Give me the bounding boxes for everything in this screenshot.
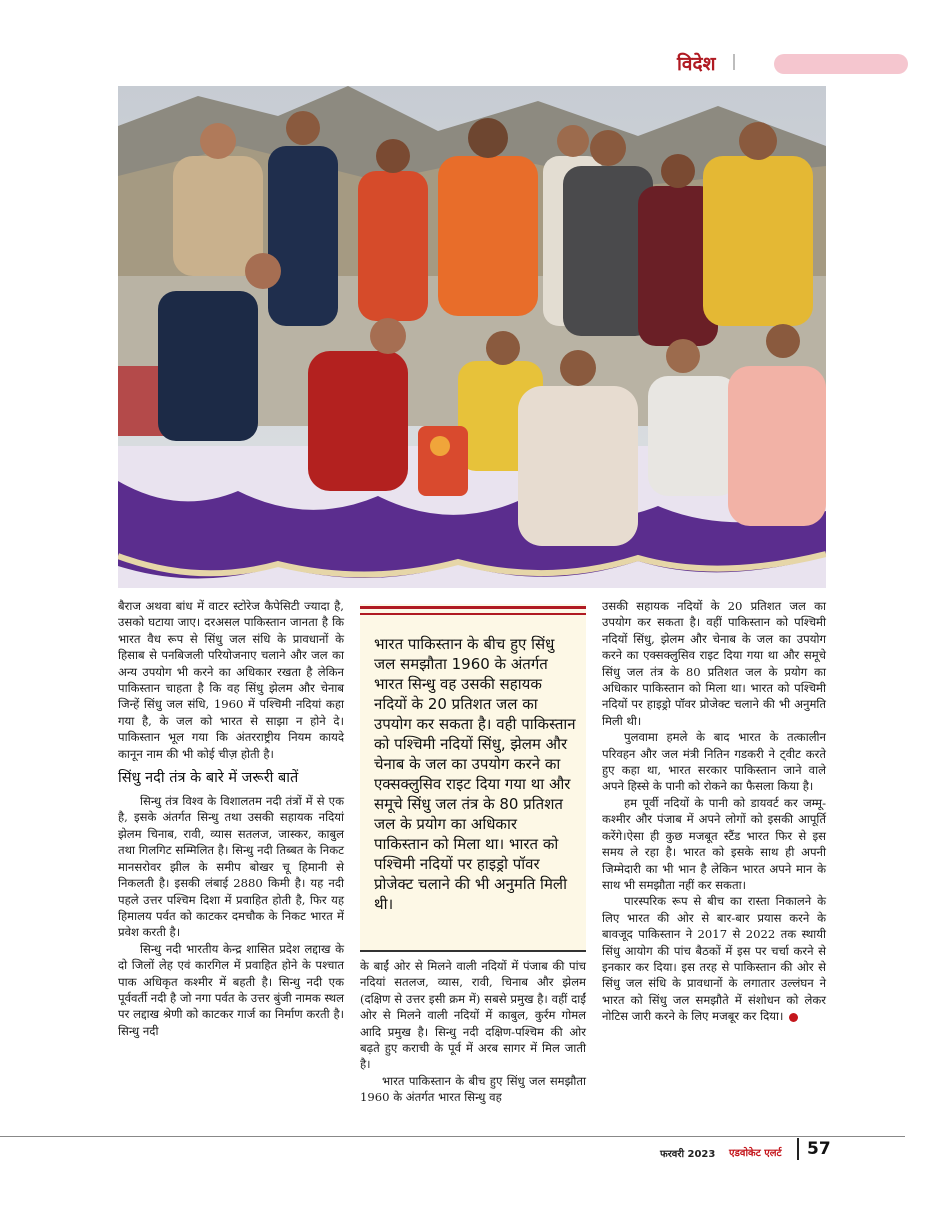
paragraph: सिन्धु नदी भारतीय केन्द्र शासित प्रदेश लद्दाख के दो जिलों लेह एवं कारगिल में प्रवाहित होने के पश्चात पाक अधिकृत कश्मीर में बहती है। सिन्धु नदी एक पूर्ववर्ती नदी है जो नगा पर्वत के उत्तर बुंजी नामक स्थल पर लद्दाख श्रेणी को काटकर गार्ज का निर्माण करती है। सिन्धु नदी bbox=[118, 941, 344, 1038]
header-divider bbox=[733, 54, 735, 70]
header-pill-decoration bbox=[774, 54, 908, 74]
pull-quote-text: भारत पाकिस्तान के बीच हुए सिंधु जल समझौता 1960 के अंतर्गत भारत सिन्धु वह उसकी सहायक नदियों के 20 प्रतिशत जल का उपयोग कर सकता है। वही पाकिस्तान को पश्चिमी नदियों सिंधु, झेलम और चेनाब के जल का उपयोग करने का एक्सक्लुसिव राइट दिया गया था और समूचे सिंधु जल तंत्र के 80 प्रतिशत जल के प्रयोग का अधिकार पाकिस्तान को मिला था। भारत को पश्चिमी नदियों पर हाइड्रो पॉवर प्रोजेक्ट चलाने की भी अनुमति मिली थी। bbox=[374, 635, 576, 913]
paragraph-final-text: पारस्परिक रूप से बीच का रास्ता निकालने के लिए भारत की ओर से बार-बार प्रयास करने के बावजूद पाकिस्तान ने 2017 से 2022 तक स्थायी सिंधु आयोग की पांच बैठकों में इस पर चर्चा करने से इनकार कर दिया। इस तरह से पाकिस्तान की ओर से सिंधु जल संधि के प्रावधानों के लगातार उल्लंघन ने भारत को सिंधु जल समझौते में संशोधन को लेकर नोटिस जारी करने के लिए मजबूर कर दिया। bbox=[602, 894, 826, 1024]
paragraph: सिन्धु तंत्र विश्व के विशालतम नदी तंत्रों में से एक है, इसके अंतर्गत सिन्धु तथा उसकी सहायक नदियां झेलम चिनाब, रावी, व्यास सतलज, जास्कर, काबुल तथा गिलगिट सम्मिलित है। सिन्धु नदी तिब्बत के निकट मानसरोवर झील के समीप बोखर चू हिमानी से निकलती है। इसकी लंबाई 2880 किमी है। यह नदी पहले उत्तर पश्चिम दिशा में प्रवाहित होती है, फिर यह हिमालय पर्वत को काटकर दमचौक के निकट भारत में प्रवेश करती है। bbox=[118, 794, 344, 940]
pull-quote-rule-top-secondary bbox=[360, 613, 586, 615]
paragraph: भारत पाकिस्तान के बीच हुए सिंधु जल समझौता 1960 के अंतर्गत भारत सिन्धु वह bbox=[360, 1073, 586, 1105]
sub-heading: सिंधु नदी तंत्र के बारे में जरूरी बातें bbox=[118, 770, 299, 787]
article-photo bbox=[118, 86, 826, 588]
pull-quote-rule-bottom bbox=[360, 950, 586, 952]
column-right bbox=[602, 598, 826, 1025]
pull-quote-rule-top bbox=[360, 606, 586, 609]
paragraph: बैराज अथवा बांध में वाटर स्टोरेज कैपेसिटी ज्यादा है, उसको घटाया जाए। दरअसल पाकिस्तान जानता है कि भारत वैध रूप से सिंधु जल संधि के प्रावधानों के हिसाब से पनबिजली परियोजनाए चलाने और जल का अन्य उपयोग भी करने का अधिकार रखता है लेकिन पाकिस्तान चाहता है कि वह सिंधु झेलम और चेनाब जिन्हें सिंधु जल संधि, 1960 में पश्चिमी नदियां कहा गया है, के जल को भारत से साझा न होने दे। पाकिस्तान भूल गया कि अंतरराष्ट्रीय नियम कायदे कानून नाम की भी कोई चीज़ होती है। bbox=[118, 599, 344, 761]
page-number: 57 bbox=[807, 1139, 831, 1159]
footer-month: फरवरी 2023 bbox=[660, 1149, 716, 1160]
section-label: विदेश bbox=[677, 53, 716, 75]
paragraph: हम पूर्वी नदियों के पानी को डायवर्ट कर जम्मू-कश्मीर और पंजाब में अपने लोगों को इसकी आपूर्ति करेंगे।ऐसा ही कुछ मजबूत स्टैंड भारत फिर से इस समय ले रहा है। भारत को इसके साथ ही अपनी जिम्मेदारी का भी भान है लेकिन भारत अपने मान के साथ भी समझौता नहीं कर सकता। bbox=[602, 795, 826, 892]
publication-logo: एडवोकेट एलर्ट bbox=[729, 1148, 782, 1159]
paragraph: उसकी सहायक नदियों के 20 प्रतिशत जल का उपयोग कर सकता है। वहीं पाकिस्तान को पश्चिमी नदियों सिंधु, झेलम और चेनाब के जल का उपयोग करने का एक्सक्लुसिव राइट दिया गया था और समूचे सिंधु जल तंत्र के 80 प्रतिशत जल के प्रयोग का अधिकार पाकिस्तान को मिला था। भारत को पश्चिमी नदियों पर हाइड्रो पॉवर प्रोजेक्ट चलाने की भी अनुमति मिली थी। bbox=[602, 599, 826, 728]
paragraph-final bbox=[602, 893, 826, 1024]
column-left bbox=[118, 598, 344, 1039]
photo-illustration bbox=[118, 86, 826, 588]
footer-divider bbox=[797, 1138, 799, 1160]
article-end-dot bbox=[789, 1013, 798, 1022]
footer-rule bbox=[0, 1136, 905, 1137]
column-middle bbox=[360, 958, 586, 1106]
paragraph: के बाईं ओर से मिलने वाली नदियों में पंजाब की पांच नदियां सतलज, व्यास, रावी, चिनाब और झेलम (दक्षिण से उत्तर इसी क्रम में) सबसे प्रमुख है। वहीं दाईं ओर से मिलने वाली नदियों में काबुल, कुर्रम गोमल आदि प्रमुख है। सिन्धु नदी दक्षिण-पश्चिम की ओर बढ़ते हुए कराची के पूर्व में अरब सागर में मिल जाती है। bbox=[360, 959, 586, 1072]
paragraph: पुलवामा हमले के बाद भारत के तत्कालीन परिवहन और जल मंत्री नितिन गडकरी ने ट्वीट करते हुए कहा था, भारत सरकार पाकिस्तान जाने वाले अपने हिस्से के पानी को रोकने का फैसला किया है। bbox=[602, 730, 826, 794]
